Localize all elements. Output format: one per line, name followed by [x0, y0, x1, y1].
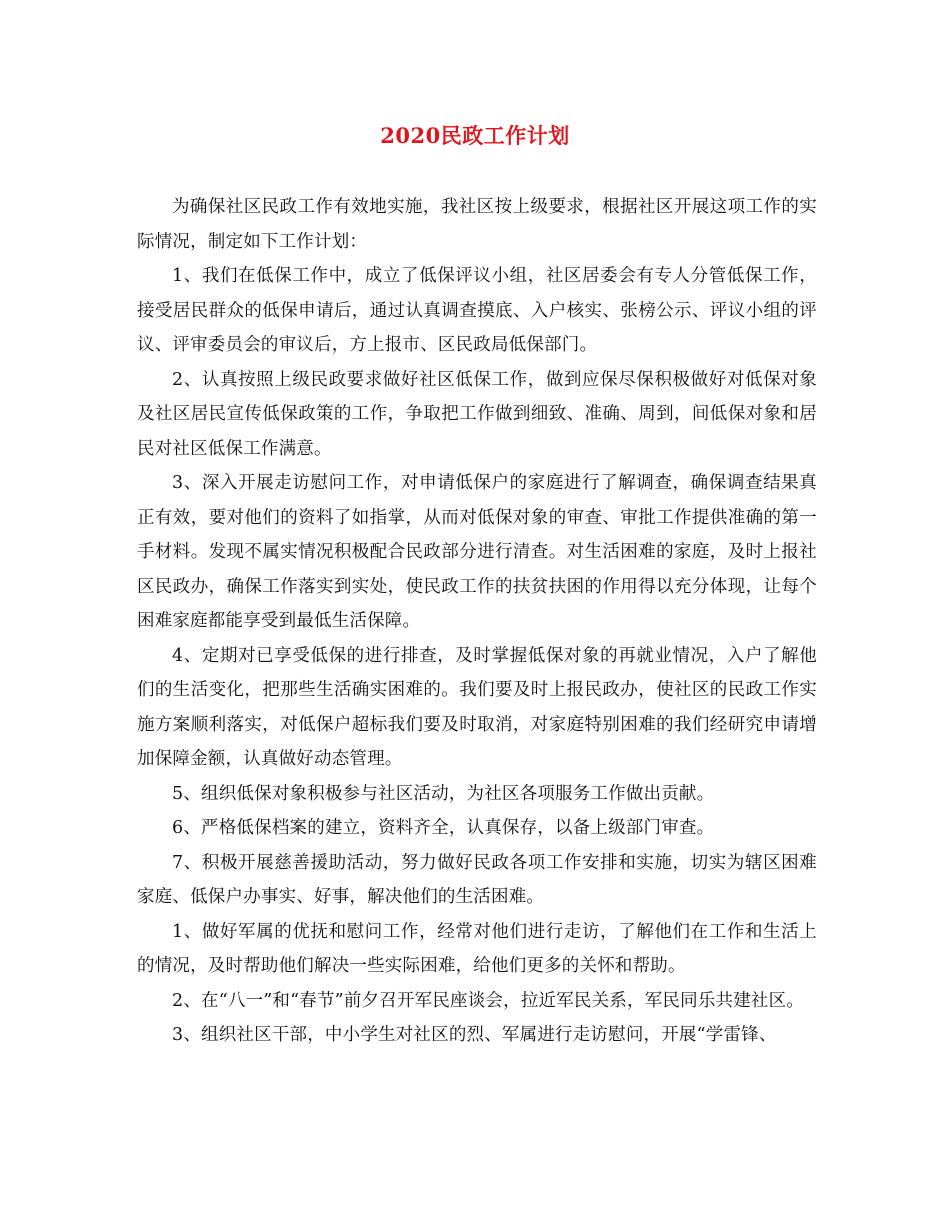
- document-title: 2020民政工作计划: [380, 123, 570, 148]
- paragraph-item-1: 1、我们在低保工作中，成立了低保评议小组，社区居委会有专人分管低保工作，接受居民群众的低保申请后，通过认真调查摸底、入户核实、张榜公示、评议小组的评议、评审委员会的审议后，方上报市、区民政局低保部门。: [137, 266, 817, 355]
- paragraph-item-7: 7、积极开展慈善援助活动，努力做好民政各项工作安排和实施，切实为辖区困难家庭、低保户办事实、好事，解决他们的生活困难。: [137, 852, 817, 907]
- paragraph-item-4: 4、定期对已享受低保的进行排查，及时掌握低保对象的再就业情况，入户了解他们的生活变化，把那些生活确实困难的。我们要及时上报民政办，使社区的民政工作实施方案顺利落实，对低保户超标我们要及时取消，对家庭特别困难的我们经研究申请增加保障金额，认真做好动态管理。: [137, 645, 817, 769]
- paragraph-military-1: 1、做好军属的优抚和慰问工作，经常对他们进行走访，了解他们在工作和生活上的情况，及时帮助他们解决一些实际困难，给他们更多的关怀和帮助。: [137, 921, 817, 976]
- paragraph-item-6: 6、严格低保档案的建立，资料齐全，认真保存，以备上级部门审查。: [172, 818, 715, 838]
- paragraph-item-2: 2、认真按照上级民政要求做好社区低保工作，做到应保尽保积极做好对低保对象及社区居民宣传低保政策的工作，争取把工作做到细致、准确、周到，间低保对象和居民对社区低保工作满意。: [137, 369, 817, 459]
- paragraph-military-2: 2、在“八一”和“春节”前夕召开军民座谈会，拉近军民关系，军民同乐共建社区。: [172, 990, 805, 1011]
- document-body: [137, 190, 817, 1053]
- paragraph-intro: 为确保社区民政工作有效地实施，我社区按上级要求，根据社区开展这项工作的实际情况，制定如下工作计划：: [137, 197, 817, 252]
- paragraph-military-3: 3、组织社区干部，中小学生对社区的烈、军属进行走访慰问，开展“学雷锋、: [172, 1025, 777, 1045]
- paragraph-item-3: 3、深入开展走访慰问工作，对申请低保户的家庭进行了解调查，确保调查结果真正有效，要对他们的资料了如指掌，从而对低保对象的审查、审批工作提供准确的第一手材料。发现不属实情况积极配合民政部分进行清查。对生活困难的家庭，及时上报社区民政办，确保工作落实到实处，使民政工作的扶贫扶困的作用得以充分体现，让每个困难家庭都能享受到最低生活保障。: [137, 473, 817, 631]
- paragraph-item-5: 5、组织低保对象积极参与社区活动，为社区各项服务工作做出贡献。: [172, 783, 715, 804]
